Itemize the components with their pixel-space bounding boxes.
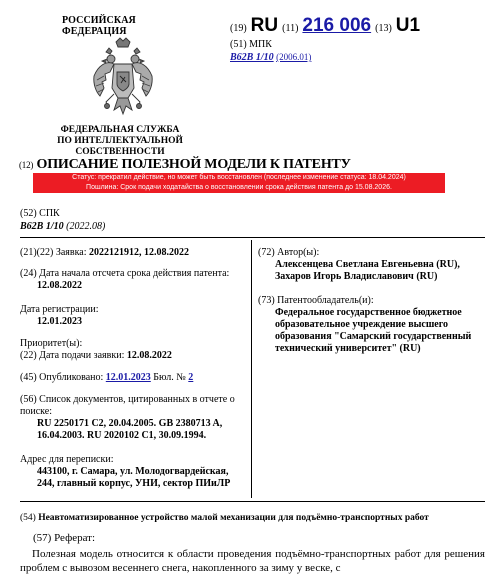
kind-code: U1 — [395, 15, 421, 36]
utility-model-title-text: Неавтоматизированное устройство малой механизации для подъёмно-транспортных работ — [38, 513, 429, 523]
authors-label: (72) Автор(ы): — [258, 247, 320, 258]
country-name: РОССИЙСКАЯ ФЕДЕРАЦИЯ — [62, 15, 136, 37]
fee-line: Пошлина: Срок подачи ходатайства о восстановлении срока действия патента до 15.08.2026. — [86, 184, 392, 191]
code-54: (54) — [20, 513, 36, 523]
address-value: 443100, г. Самара, ул. Молодогвардейская, 244, главный корпус, УНИ, сектор ПИиЛР — [37, 466, 231, 489]
status-line: Статус: прекратил действие, но может быть восстановлен (последнее изменение статуса: 18.04.2024) — [72, 174, 406, 181]
address-field — [20, 454, 248, 490]
priority-value: 12.08.2022 — [126, 350, 172, 361]
author-2: Захаров Игорь Владиславович (RU) — [275, 271, 438, 282]
application-label: (21)(22) Заявка: — [20, 247, 87, 258]
cited-docs-label: (56) Список документов, цитированных в отчете о поиске: — [20, 394, 235, 417]
mpk-block — [230, 38, 311, 64]
country-code: RU — [250, 15, 279, 36]
registration-value: 12.01.2023 — [37, 316, 82, 327]
start-date-value: 12.08.2022 — [37, 280, 82, 291]
owner-field — [258, 295, 488, 355]
coat-of-arms-icon — [90, 36, 156, 122]
start-date-label: (24) Дата начала отсчета срока действия патента: — [20, 268, 230, 279]
spk-label: (52) СПК — [20, 208, 60, 219]
published-date-link[interactable]: 12.01.2023 — [105, 372, 151, 383]
mpk-label: (51) МПК — [230, 39, 272, 50]
spk-class: B62B 1/10 — [20, 221, 64, 232]
bottom-rule — [20, 501, 485, 502]
code-11: (11) — [282, 23, 299, 34]
application-field — [20, 247, 245, 259]
column-divider — [251, 240, 252, 498]
utility-model-title — [20, 513, 429, 523]
start-date-field — [20, 268, 245, 292]
priority-sub-label: (22) Дата подачи заявки: — [20, 350, 125, 361]
authors-field — [258, 247, 488, 283]
top-rule — [20, 237, 485, 238]
code-12: (12) — [19, 160, 34, 170]
patent-number-line — [230, 15, 420, 37]
spk-block — [20, 207, 105, 233]
mpk-class-link[interactable]: B62B 1/10 — [230, 52, 274, 63]
abstract-text: Полезная модель относится к области проведения подъёмно-транспортных работ для решения проблем с вывозом весеннего снега, накопленного за зиму у веске, с — [20, 548, 485, 574]
document-title-text: ОПИСАНИЕ ПОЛЕЗНОЙ МОДЕЛИ К ПАТЕНТУ — [36, 157, 351, 172]
bulletin-label: Бюл. № — [153, 372, 186, 383]
patent-number-link[interactable]: 216 006 — [302, 15, 372, 36]
published-field — [20, 372, 245, 384]
agency-name: ФЕДЕРАЛЬНАЯ СЛУЖБА ПО ИНТЕЛЛЕКТУАЛЬНОЙ СОБСТВЕННОСТИ — [57, 125, 183, 157]
priority-label: Приоритет(ы): — [20, 338, 83, 349]
document-title — [19, 157, 351, 173]
mpk-date[interactable]: (2006.01) — [276, 52, 312, 62]
code-13: (13) — [375, 23, 392, 34]
author-1: Алексенцева Светлана Евгеньевна (RU), — [275, 259, 460, 270]
cited-docs-field — [20, 394, 248, 442]
owner-value: Федеральное государственное бюджетное образовательное учреждение высшего образования "Самарский государственный технический университет" (RU) — [275, 307, 472, 354]
cited-docs-value: RU 2250171 C2, 20.04.2005. GB 2380713 A, 16.04.2003. RU 2020102 C1, 30.09.1994. — [37, 418, 223, 441]
registration-label: Дата регистрации: — [20, 304, 99, 315]
spk-date: (2022.08) — [66, 221, 106, 232]
owner-label: (73) Патентообладатель(и): — [258, 295, 374, 306]
address-label: Адрес для переписки: — [20, 454, 114, 465]
priority-field — [20, 338, 245, 362]
abstract-label: (57) Реферат: — [33, 532, 96, 544]
bulletin-number-link[interactable]: 2 — [188, 372, 194, 383]
published-label: (45) Опубликовано: — [20, 372, 104, 383]
status-banner — [33, 173, 445, 193]
application-value: 2022121912, 12.08.2022 — [89, 247, 190, 258]
registration-field — [20, 304, 245, 328]
code-19: (19) — [230, 23, 247, 34]
